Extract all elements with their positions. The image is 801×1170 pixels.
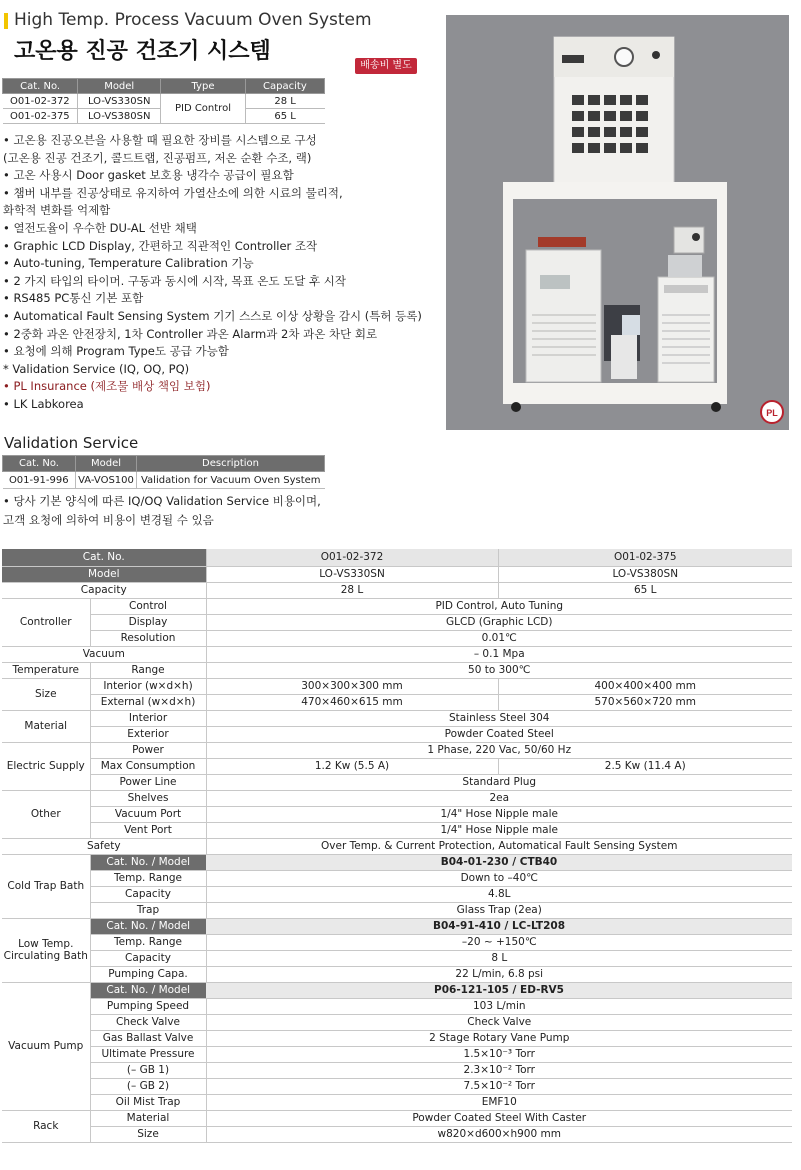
cat-no-cell: O01-02-375 (3, 109, 78, 124)
table-row (2, 646, 792, 662)
list-item: • 고온용 진공오븐을 사용할 때 필요한 장비를 시스템으로 구성 (3, 133, 317, 147)
table-row (2, 566, 792, 582)
row-value: 7.5×10⁻² Torr (206, 1078, 792, 1094)
group-label-line: Circulating Bath (3, 950, 88, 962)
table-row (2, 678, 792, 694)
group-electric-supply: Electric Supply (2, 742, 90, 790)
product-table (2, 78, 325, 124)
title-accent-bar (4, 13, 8, 29)
row-value: Over Temp. & Current Protection, Automatical Fault Sensing System (206, 838, 792, 854)
table-row (2, 614, 792, 630)
row-value: 2.3×10⁻² Torr (206, 1062, 792, 1078)
row-value: Powder Coated Steel (206, 726, 792, 742)
pl-mark-text: PL (766, 408, 778, 418)
spec-cat-2: O01-02-375 (498, 549, 792, 566)
note-line: • 당사 기본 양식에 따른 IQ/OQ Validation Service 비용이며, (3, 494, 321, 508)
row-label: (– GB 2) (90, 1078, 206, 1094)
list-item: • 요청에 의해 Program Type도 공급 가능함 (3, 344, 229, 359)
row-label: (– GB 1) (90, 1062, 206, 1078)
description-cell: Validation for Vacuum Oven System (137, 472, 325, 489)
row-value: 0.01℃ (206, 630, 792, 646)
row-label: Ultimate Pressure (90, 1046, 206, 1062)
row-value: 400×400×400 mm (498, 678, 792, 694)
table-row (2, 886, 792, 902)
table-row (2, 838, 792, 854)
list-item: • 2중화 과온 안전장치, 1차 Controller 과온 Alarm과 2차 과온 차단 회로 (3, 326, 378, 341)
row-label: Temp. Range (90, 870, 206, 886)
product-photo (446, 15, 789, 430)
row-label: Cat. No. / Model (90, 918, 206, 934)
table-row (2, 918, 792, 934)
header-cat-no: Cat. No. (3, 456, 76, 472)
list-item: • RS485 PC통신 기본 포함 (3, 291, 144, 306)
table-row (2, 582, 792, 598)
row-label: Check Valve (90, 1014, 206, 1030)
row-label: Temp. Range (90, 934, 206, 950)
row-label: Vent Port (90, 822, 206, 838)
table-row (2, 854, 792, 870)
list-item: • 2 가지 타입의 타이머. 구동과 동시에 시작, 목표 온도 도달 후 시작 (3, 273, 346, 288)
spec-table (2, 549, 792, 1143)
row-label: Gas Ballast Valve (90, 1030, 206, 1046)
row-value: Standard Plug (206, 774, 792, 790)
row-value: 50 to 300℃ (206, 662, 792, 678)
table-row (2, 598, 792, 614)
table-row (2, 822, 792, 838)
capacity-cell: 65 L (245, 109, 324, 124)
header-type: Type (161, 79, 246, 94)
validation-notes (3, 492, 321, 530)
row-label: Display (90, 614, 206, 630)
list-item: • Auto-tuning, Temperature Calibration 기능 (3, 256, 254, 271)
table-row (2, 710, 792, 726)
row-value: w820×d600×h900 mm (206, 1126, 792, 1142)
group-controller: Controller (2, 598, 90, 646)
table-row (2, 790, 792, 806)
table-row (3, 94, 325, 109)
table-row (2, 902, 792, 918)
row-label: Trap (90, 902, 206, 918)
row-value: EMF10 (206, 1094, 792, 1110)
header-model: Model (78, 79, 161, 94)
row-value: Down to –40℃ (206, 870, 792, 886)
row-value: 1/4" Hose Nipple male (206, 806, 792, 822)
row-label: Control (90, 598, 206, 614)
table-row (2, 694, 792, 710)
table-row (2, 662, 792, 678)
row-label: Interior (w×d×h) (90, 678, 206, 694)
shipping-badge: 배송비 별도 (355, 58, 417, 74)
list-item: * Validation Service (IQ, OQ, PQ) (3, 361, 190, 376)
spec-model-2: LO-VS380SN (498, 566, 792, 582)
row-value: B04-01-230 / CTB40 (206, 854, 792, 870)
table-row (2, 726, 792, 742)
row-label: Oil Mist Trap (90, 1094, 206, 1110)
row-value: 470×460×615 mm (206, 694, 498, 710)
table-row (2, 1094, 792, 1110)
note-line: 고객 요청에 의하여 비용이 변경될 수 있음 (3, 513, 214, 527)
row-value: 1 Phase, 220 Vac, 50/60 Hz (206, 742, 792, 758)
table-row (2, 1014, 792, 1030)
table-row (2, 758, 792, 774)
table-row (2, 1078, 792, 1094)
spec-model-label: Model (2, 566, 206, 582)
row-label: Safety (2, 838, 206, 854)
table-row (2, 982, 792, 998)
row-value: 300×300×300 mm (206, 678, 498, 694)
row-value: 1.2 Kw (5.5 A) (206, 758, 498, 774)
header-model: Model (76, 456, 137, 472)
table-row (3, 472, 325, 489)
group-material: Material (2, 710, 90, 742)
list-item: • LK Labkorea (3, 396, 84, 411)
row-label: Shelves (90, 790, 206, 806)
row-value: 2ea (206, 790, 792, 806)
group-rack: Rack (2, 1110, 90, 1142)
row-value: Stainless Steel 304 (206, 710, 792, 726)
spec-model-1: LO-VS330SN (206, 566, 498, 582)
spec-cat-label: Cat. No. (2, 549, 206, 566)
header-cat-no: Cat. No. (3, 79, 78, 94)
oven-system-illustration (446, 15, 789, 430)
type-cell: PID Control (161, 94, 246, 124)
group-size: Size (2, 678, 90, 710)
spec-cat-1: O01-02-372 (206, 549, 498, 566)
model-cell: LO-VS380SN (78, 109, 161, 124)
row-value: Check Valve (206, 1014, 792, 1030)
row-label: Vacuum Port (90, 806, 206, 822)
row-label: Pumping Capa. (90, 966, 206, 982)
row-label: Cat. No. / Model (90, 854, 206, 870)
row-value: 4.8L (206, 886, 792, 902)
table-row (2, 630, 792, 646)
table-row (2, 806, 792, 822)
table-row (2, 774, 792, 790)
row-label: Power Line (90, 774, 206, 790)
row-label: Pumping Speed (90, 998, 206, 1014)
row-value: 1.5×10⁻³ Torr (206, 1046, 792, 1062)
table-row (2, 1126, 792, 1142)
list-item: (고온용 진공 건조기, 콜드트랩, 진공펌프, 저온 순환 수조, 랙) (3, 150, 312, 165)
row-value: P06-121-105 / ED-RV5 (206, 982, 792, 998)
row-label: Capacity (90, 950, 206, 966)
row-label: Resolution (90, 630, 206, 646)
table-row (2, 934, 792, 950)
row-value: 22 L/min, 6.8 psi (206, 966, 792, 982)
header-capacity: Capacity (245, 79, 324, 94)
title-english: High Temp. Process Vacuum Oven System (14, 10, 372, 30)
list-item: • 고온 사용시 Door gasket 보호용 냉각수 공급이 필요함 (3, 168, 294, 183)
row-value: 8 L (206, 950, 792, 966)
list-item: • 열전도율이 우수한 DU-AL 선반 채택 (3, 220, 197, 235)
spec-capacity-1: 28 L (206, 582, 498, 598)
row-label: Vacuum (2, 646, 206, 662)
cat-no-cell: O01-02-372 (3, 94, 78, 109)
list-item: • 챔버 내부를 진공상태로 유지하여 가열산소에 의한 시료의 물리적, (3, 185, 343, 200)
table-row (2, 1046, 792, 1062)
validation-title: Validation Service (4, 434, 139, 452)
row-value: Glass Trap (2ea) (206, 902, 792, 918)
group-vacuum-pump: Vacuum Pump (2, 982, 90, 1110)
group-label-line: Low Temp. (18, 938, 74, 950)
row-value: 103 L/min (206, 998, 792, 1014)
row-label: Capacity (90, 886, 206, 902)
list-item: 화학적 변화를 억제함 (3, 203, 111, 218)
table-row (2, 1062, 792, 1078)
table-row (2, 549, 792, 566)
model-cell: VA-VOS100 (76, 472, 137, 489)
row-label: External (w×d×h) (90, 694, 206, 710)
table-row (2, 870, 792, 886)
list-item: • Automatical Fault Sensing System 기기 스스로 이상 상황을 감시 (특허 등록) (3, 308, 422, 323)
row-label: Cat. No. / Model (90, 982, 206, 998)
spec-capacity-label: Capacity (2, 582, 206, 598)
header-description: Description (137, 456, 325, 472)
group-low-temp-bath (2, 918, 90, 982)
cat-no-cell: O01-91-996 (3, 472, 76, 489)
group-temperature: Temperature (2, 662, 90, 678)
feature-list (3, 132, 433, 414)
row-value: PID Control, Auto Tuning (206, 598, 792, 614)
row-label: Exterior (90, 726, 206, 742)
capacity-cell: 28 L (245, 94, 324, 109)
row-value: 2 Stage Rotary Vane Pump (206, 1030, 792, 1046)
validation-table (2, 455, 325, 489)
list-item-pl-insurance: • PL Insurance (제조물 배상 책임 보험) (3, 379, 211, 394)
table-row (2, 1030, 792, 1046)
row-value: 570×560×720 mm (498, 694, 792, 710)
row-value: B04-91-410 / LC-LT208 (206, 918, 792, 934)
row-label: Power (90, 742, 206, 758)
title-korean: 고온용 진공 건조기 시스템 (14, 39, 271, 64)
group-cold-trap-bath: Cold Trap Bath (2, 854, 90, 918)
row-value: GLCD (Graphic LCD) (206, 614, 792, 630)
row-label: Max Consumption (90, 758, 206, 774)
row-value: Powder Coated Steel With Caster (206, 1110, 792, 1126)
row-value: –20 ~ +150℃ (206, 934, 792, 950)
list-item: • Graphic LCD Display, 간편하고 직관적인 Controller 조작 (3, 238, 318, 253)
row-value: 2.5 Kw (11.4 A) (498, 758, 792, 774)
row-label: Size (90, 1126, 206, 1142)
table-row (2, 998, 792, 1014)
group-other: Other (2, 790, 90, 838)
spec-capacity-2: 65 L (498, 582, 792, 598)
table-row (2, 1110, 792, 1126)
row-label: Material (90, 1110, 206, 1126)
table-row (2, 966, 792, 982)
table-row (2, 950, 792, 966)
model-cell: LO-VS330SN (78, 94, 161, 109)
row-value: – 0.1 Mpa (206, 646, 792, 662)
table-row (2, 742, 792, 758)
row-value: 1/4" Hose Nipple male (206, 822, 792, 838)
row-label: Interior (90, 710, 206, 726)
row-label: Range (90, 662, 206, 678)
